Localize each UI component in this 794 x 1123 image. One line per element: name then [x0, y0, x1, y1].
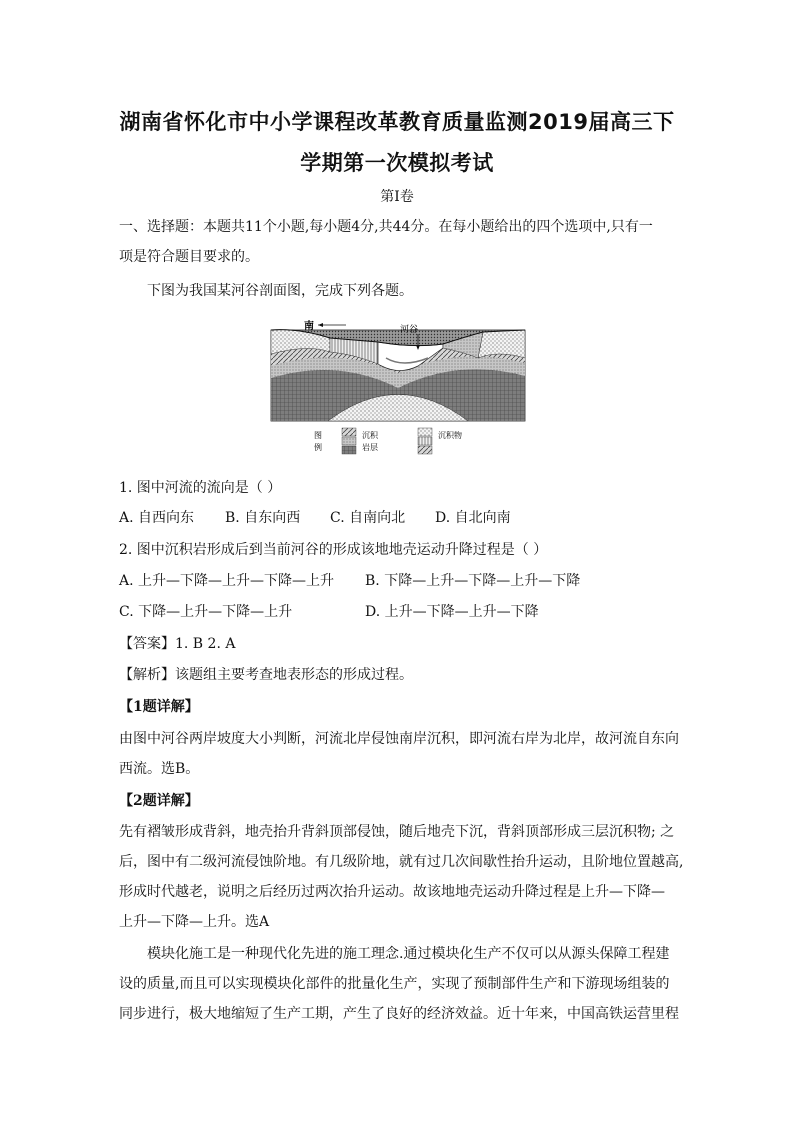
question-1-stem: 1. 图中河流的流向是（ ）	[119, 480, 282, 496]
detail-2-line-1: 先有褶皱形成背斜，地壳抬升背斜顶部侵蚀，随后地壳下沉，背斜顶部形成三层沉积物; 之	[119, 824, 675, 840]
page-title-line-2: 学期第一次模拟考试	[300, 151, 494, 175]
question-2-option-b[interactable]: B. 下降—上升—下降—上升—下降	[365, 573, 581, 589]
legend-swatch-4	[418, 428, 432, 436]
detail-2-line-2: 后，图中有二级河流侵蚀阶地。有几级阶地，就有过几次间歇性抬升运动，且阶地位置越高,	[119, 854, 684, 870]
detail-2-line-4: 上升—下降—上升。选A	[119, 914, 270, 930]
question-2-option-d[interactable]: D. 上升—下降—上升—下降	[365, 604, 539, 620]
passage-line-3: 同步进行，极大地缩短了生产工期，产生了良好的经济效益。近十年来，中国高铁运营里程	[119, 1006, 679, 1022]
detail-1-heading: 【1题详解】	[119, 699, 199, 715]
legend-sediment-label: 沉积物	[438, 431, 462, 440]
question-1-option-c[interactable]: C. 自南向北	[330, 510, 406, 526]
legend-swatch-2	[342, 437, 356, 445]
answer-line: 【答案】1. B 2. A	[119, 636, 236, 652]
question-2-stem: 2. 图中沉积岩形成后到当前河谷的形成该地地壳运动升降过程是（ ）	[119, 542, 548, 558]
page-title-line-1: 湖南省怀化市中小学课程改革教育质量监测2019届高三下	[119, 110, 675, 134]
question-1-option-d[interactable]: D. 自北向南	[435, 510, 511, 526]
south-arrowhead	[318, 323, 323, 327]
river-valley-cross-section-figure	[268, 318, 530, 464]
question-1-option-b[interactable]: B. 自东向西	[225, 510, 301, 526]
section-instruction-line-1: 一、选择题：本题共11个小题,每小题4分,共44分。在每小题给出的四个选项中,只有一	[119, 219, 653, 235]
question-2-option-a[interactable]: A. 上升—下降—上升—下降—上升	[119, 573, 335, 589]
valley-label: 河谷	[400, 325, 419, 335]
legend-swatch-1	[342, 428, 356, 436]
legend-swatch-3	[342, 446, 356, 454]
question-2-option-c[interactable]: C. 下降—上升—下降—上升	[119, 604, 293, 620]
detail-2-line-3: 形成时代越老，说明之后经历过两次抬升运动。故该地地壳运动升降过程是上升—下降—	[119, 884, 665, 900]
analysis-line: 【解析】该题组主要考查地表形态的形成过程。	[119, 667, 413, 683]
legend-title-1: 图	[314, 431, 322, 440]
volume-label: 第Ⅰ卷	[380, 189, 414, 205]
right-terrace-sediment	[478, 330, 525, 358]
section-instruction-line-2: 项是符合题目要求的。	[119, 249, 259, 265]
detail-1-line-2: 西流。选B。	[119, 761, 200, 777]
legend-title-2: 例	[314, 443, 322, 452]
figure-intro: 下图为我国某河谷剖面图，完成下列各题。	[147, 283, 413, 299]
legend-rock-label-1: 沉积	[362, 431, 378, 440]
passage-line-1: 模块化施工是一种现代化先进的施工理念.通过模块化生产不仅可以从源头保障工程建	[147, 946, 670, 962]
legend-rock-label-2: 岩层	[362, 443, 378, 452]
legend-swatch-6	[418, 446, 432, 454]
question-1-option-a[interactable]: A. 自西向东	[119, 510, 195, 526]
detail-1-line-1: 由图中河谷两岸坡度大小判断，河流北岸侵蚀南岸沉积，即河流右岸为北岸，故河流自东向	[119, 731, 679, 747]
legend-swatch-5	[418, 437, 432, 445]
south-label: 南	[304, 321, 314, 332]
detail-2-heading: 【2题详解】	[119, 793, 199, 809]
passage-line-2: 设的质量,而且可以实现模块化部件的批量化生产，实现了预制部件生产和下游现场组装的	[119, 976, 670, 992]
